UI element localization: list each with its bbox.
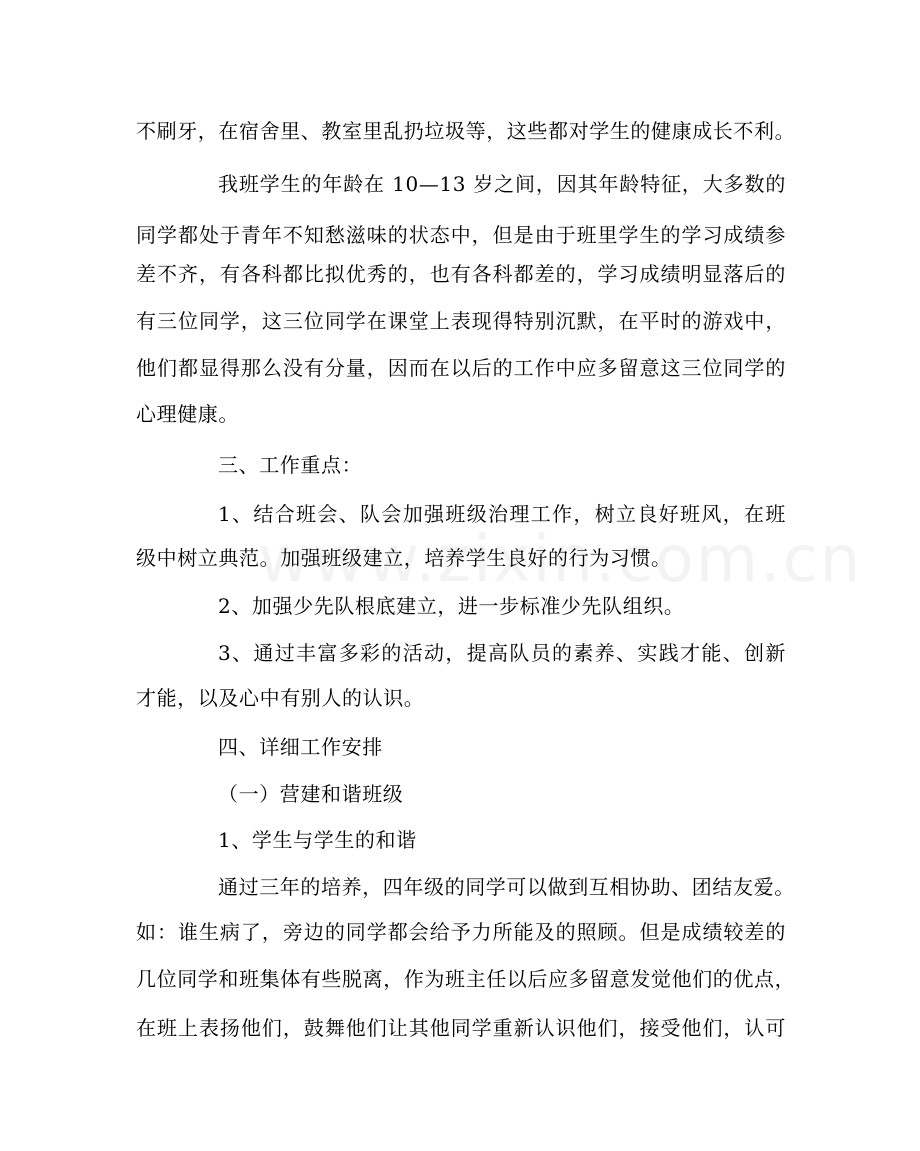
text-line: 如：谁生病了，旁边的同学都会给予力所能及的照顾。但是成绩较差的 <box>136 920 786 944</box>
text-line: 3、通过丰富多彩的活动，提高队员的素养、实践才能、创新 <box>218 641 786 665</box>
text-line: 不刷牙，在宿舍里、教室里乱扔垃圾等，这些都对学生的健康成长不利。 <box>136 119 796 143</box>
text-line: 同学都处于青年不知愁滋味的状态中，但是由于班里学生的学习成绩参 <box>136 223 786 247</box>
text-line: 1、结合班会、队会加强班级治理工作，树立良好班风，在班 <box>218 502 786 526</box>
text-line: 他们都显得那么没有分量，因而在以后的工作中应多留意这三位同学的 <box>136 356 786 380</box>
subsection-heading: 1、学生与学生的和谐 <box>218 828 417 852</box>
text-line: 级中树立典范。加强班级建立，培养学生良好的行为习惯。 <box>136 546 672 570</box>
subsection-heading: （一）营建和谐班级 <box>218 782 404 806</box>
section-heading: 四、详细工作安排 <box>218 735 383 759</box>
text-line: 几位同学和班集体有些脱离，作为班主任以后应多留意发觉他们的优点， <box>136 967 796 991</box>
text-line: 在班上表扬他们，鼓舞他们让其他同学重新认识他们，接受他们，认可 <box>136 1016 786 1040</box>
text-line: 我班学生的年龄在 10—13 岁之间，因其年龄特征，大多数的 <box>218 172 786 196</box>
text-line: 通过三年的培养，四年级的同学可以做到互相协助、团结友爱。 <box>218 875 795 899</box>
text-line: 才能，以及心中有别人的认识。 <box>136 686 425 710</box>
text-line: 差不齐，有各科都比拟优秀的，也有各科都差的，学习成绩明显落后的 <box>136 262 786 286</box>
text-line: 2、加强少先队根底建立，进一步标准少先队组织。 <box>218 594 685 618</box>
section-heading: 三、工作重点： <box>218 453 363 477</box>
text-line: 有三位同学，这三位同学在课堂上表现得特别沉默，在平时的游戏中， <box>136 309 786 333</box>
text-line: 心理健康。 <box>136 402 239 426</box>
